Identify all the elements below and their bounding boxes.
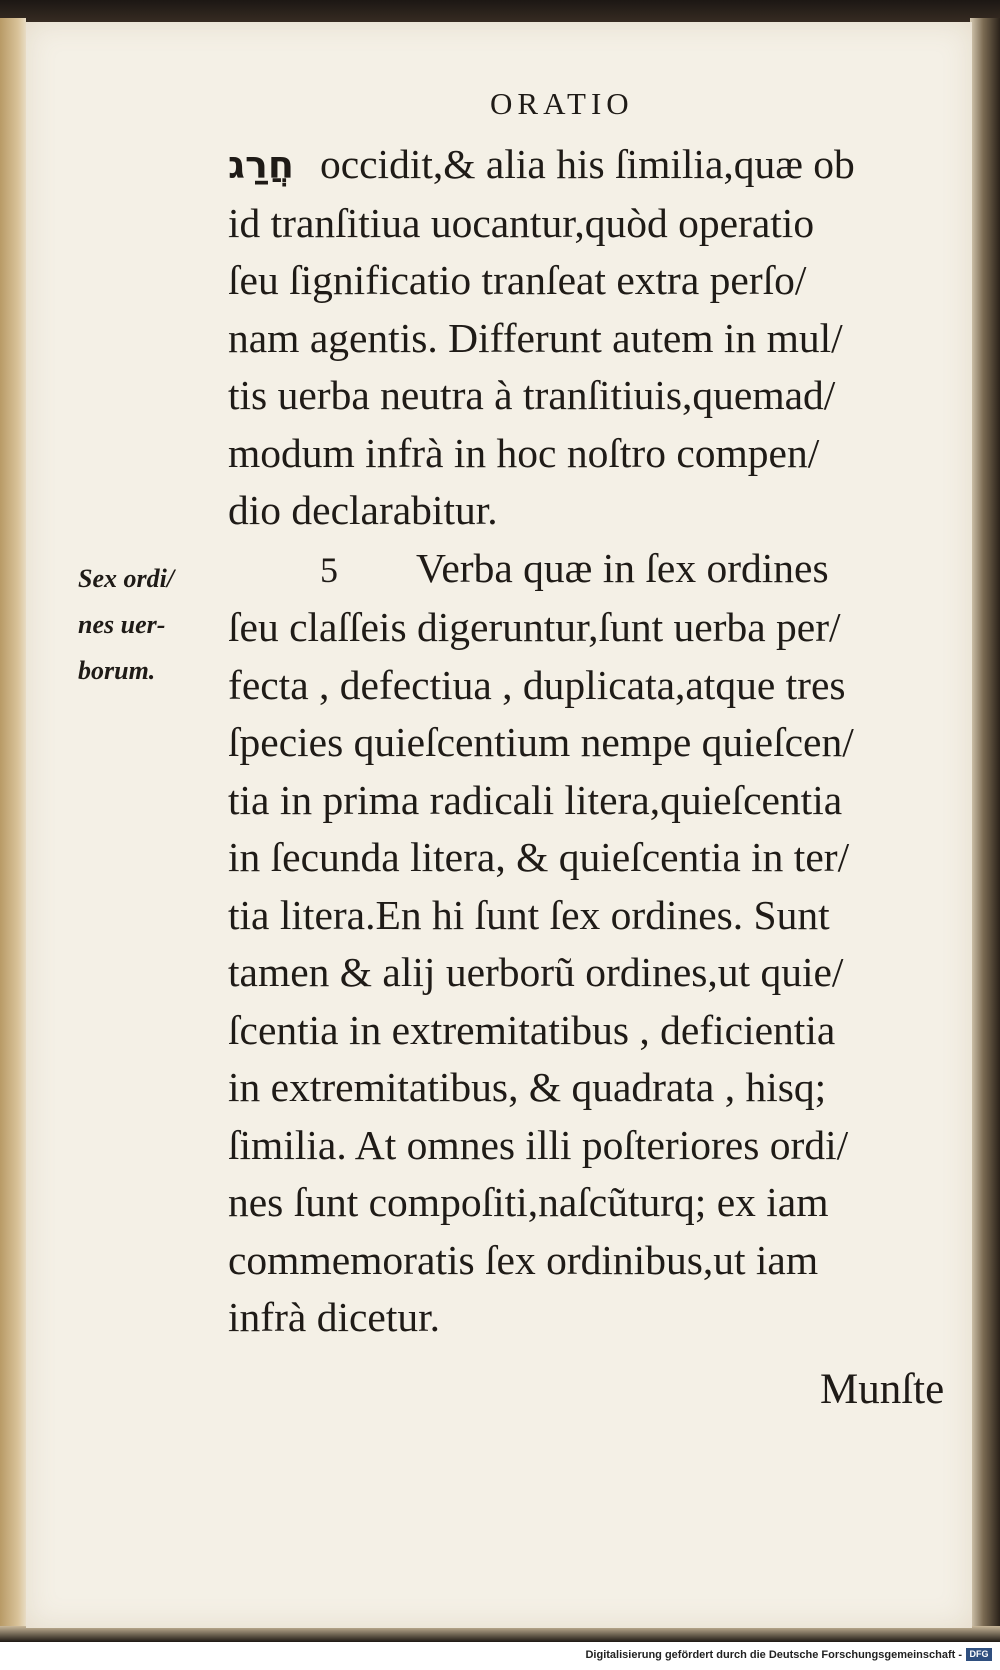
text-line: in extremitatibus, & quadrata , hisq;: [228, 1064, 827, 1110]
text-line: modum infrà in hoc noſtro compen/: [228, 429, 820, 476]
section-line: [228, 540, 973, 600]
text-line: tia in prima radicali litera,quieſcentia: [228, 776, 843, 823]
text-line: infrà dicetur.: [228, 1294, 441, 1340]
section-number: 5: [320, 549, 338, 590]
hebrew-word: חֲרַג: [228, 143, 294, 187]
text-line: tamen & alij uerborũ ordines,ut quie/: [228, 949, 844, 995]
text-line: id tranſitiua uocantur,quòd operatio: [228, 199, 815, 246]
text-line: nes ſunt compoſiti,naſcũturq; ex iam: [228, 1179, 829, 1225]
text-line: dio declarabitur.: [228, 487, 498, 533]
text-line: [228, 136, 973, 195]
text-line: ſeu ſignificatio tranſeat extra perſo/: [228, 257, 807, 303]
text-line: ſeu claſſeis digeruntur,ſunt uerba per/: [228, 604, 841, 650]
marginal-note-line: nes uer-: [78, 610, 166, 639]
book-bottom-edge: [0, 1626, 1000, 1642]
text-line-content: Verba quæ in ſex ordines: [416, 544, 829, 591]
marginal-note: [78, 556, 208, 694]
text-line: tis uerba neutra à tranſitiuis,quemad/: [228, 372, 836, 418]
text-line: ſimilia. At omnes illi poſteriores ordi/: [228, 1121, 849, 1168]
book-page-edge: [970, 18, 1000, 1628]
text-line: tia litera.En hi ſunt ſex ordines. Sunt: [228, 891, 830, 938]
text-line: nam agentis. Differunt autem in mul/: [228, 314, 843, 361]
body-text: [228, 136, 973, 1347]
catchword: Munſte: [820, 1366, 945, 1413]
marginal-note-line: Sex ordi/: [78, 564, 175, 593]
dfg-logo: DFG: [966, 1648, 992, 1661]
text-line: in ſecunda litera, & quieſcentia in ter/: [228, 834, 850, 880]
text-line: commemoratis ſex ordinibus,ut iam: [228, 1236, 819, 1283]
book-spine-edge: [0, 18, 26, 1628]
text-line: ſpecies quieſcentium nempe quieſcen/: [228, 719, 854, 765]
digitization-credit: Digitalisierung gefördert durch die Deutsche Forschungsgemeinschaft -: [585, 1649, 962, 1661]
text-line: ſcentia in extremitatibus , deficientia: [228, 1006, 836, 1053]
text-line: fecta , defectiua , duplicata,atque tres: [228, 661, 846, 708]
text-line-content: occidit,& alia his ſimilia,quæ ob: [319, 141, 855, 187]
marginal-note-line: borum.: [78, 656, 156, 685]
running-head: ORATIO: [490, 86, 634, 121]
